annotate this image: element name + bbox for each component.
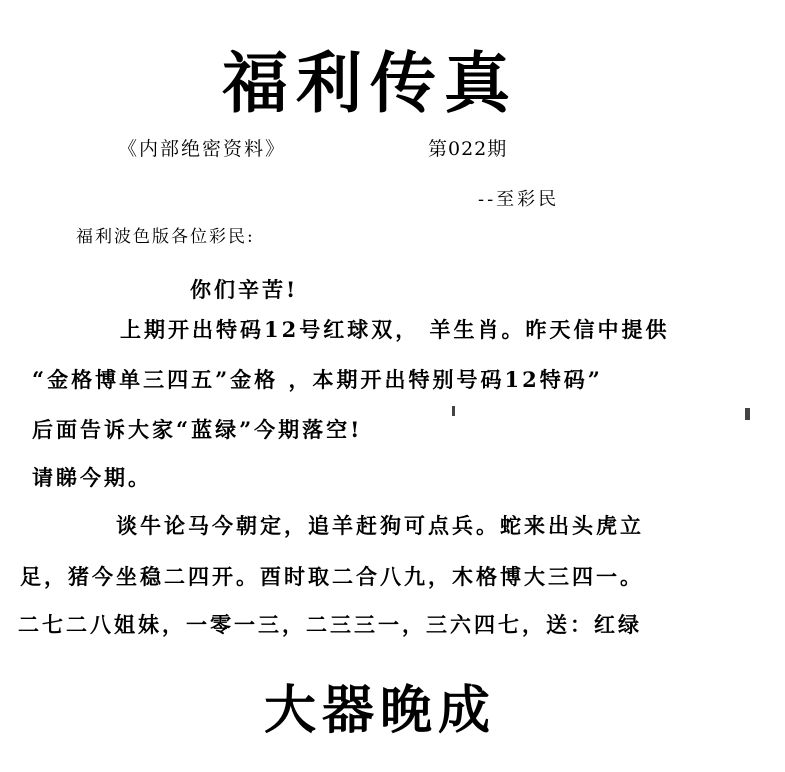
paragraph2-line3: 二七二八姐妹，一零一三，二三三一，三六四七，送：红绿: [18, 612, 642, 637]
addressee-line: --至彩民: [478, 189, 560, 210]
paragraph2-line2: 足，猪今坐稳二四开。酉时取二合八九，木格博大三四一。: [20, 564, 644, 589]
paragraph1-line1: 上期开出特码12号红球双， 羊生肖。昨天信中提供: [120, 317, 670, 342]
scan-artifact: [745, 408, 750, 420]
footer-motto: 大器晚成: [263, 680, 496, 741]
document-subtitle: 《内部绝密资料》: [118, 138, 287, 160]
issue-number: 第022期: [428, 138, 508, 160]
greeting-line: 福利波色版各位彩民:: [76, 227, 255, 247]
paragraph2-line1: 谈牛论马今朝定，追羊赶狗可点兵。蛇来出头虎立: [116, 513, 644, 538]
scan-artifact: [452, 406, 455, 416]
paragraph1-line3: 后面告诉大家“蓝绿”今期落空!: [32, 417, 363, 442]
paragraph1-line2: “金格博单三四五”金格 ，本期开出特别号码12特码”: [32, 367, 603, 392]
salutation: 你们辛苦!: [190, 277, 299, 302]
paragraph1-line4: 请睇今期。: [32, 465, 152, 490]
page-title: 福利传真: [222, 44, 518, 122]
